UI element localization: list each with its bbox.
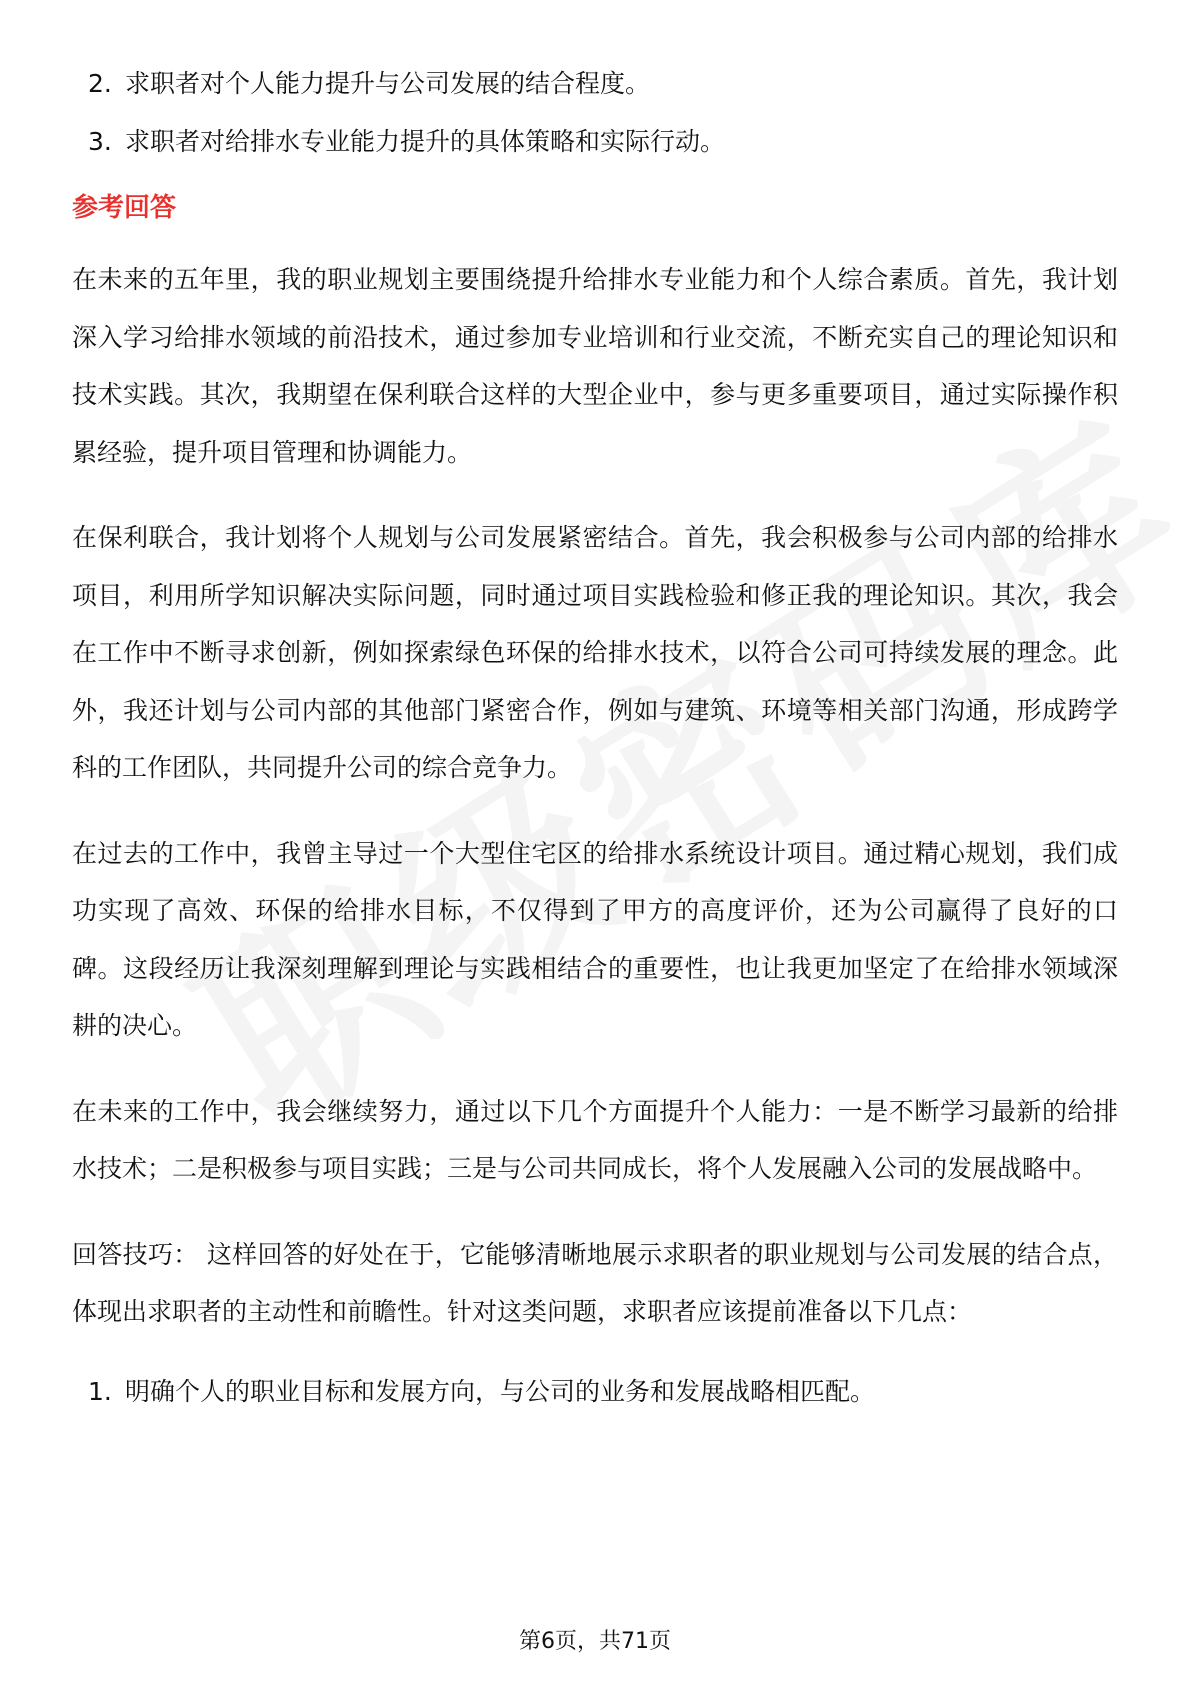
answer-tips-paragraph: 回答技巧： 这样回答的好处在于，它能够清晰地展示求职者的职业规划与公司发展的结合点，体现出求职者的主动性和前瞻性。针对这类问题，求职者应该提前准备以下几点： [72, 1239, 1118, 1326]
list-number: 3. [88, 127, 112, 156]
list-text: 求职者对给排水专业能力提升的具体策略和实际行动。 [125, 127, 726, 156]
list-item [72, 1363, 1122, 1421]
list-number: 1. [88, 1376, 112, 1406]
paragraph: 在保利联合，我计划将个人规划与公司发展紧密结合。首先，我会积极参与公司内部的给排水项目，利用所学知识解决实际问题，同时通过项目实践检验和修正我的理论知识。其次，我会在工作中不断寻求创新，例如探索绿色环保的给排水技术，以符合公司可持续发展的理念。此外，我还计划与公司内部的其他部门紧密合作，例如与建筑、环境等相关部门沟通，形成跨学科的工作团队，共同提升公司的综合竞争力。 [72, 523, 1118, 782]
list-item [72, 55, 1122, 113]
list-text: 明确个人的职业目标和发展方向，与公司的业务和发展战略相匹配。 [125, 1376, 876, 1406]
section-title: 参考回答 [72, 193, 177, 223]
paragraph: 在过去的工作中，我曾主导过一个大型住宅区的给排水系统设计项目。通过精心规划，我们成功实现了高效、环保的给排水目标，不仅得到了甲方的高度评价，还为公司赢得了良好的口碑。这段经历让我深刻理解到理论与实践相结合的重要性，也让我更加坚定了在给排水领域深耕的决心。 [72, 838, 1118, 1040]
paragraph: 在未来的工作中，我会继续努力，通过以下几个方面提升个人能力：一是不断学习最新的给排水技术；二是积极参与项目实践；三是与公司共同成长，将个人发展融入公司的发展战略中。 [72, 1096, 1118, 1183]
list-item [72, 113, 1122, 171]
paragraph: 在未来的五年里，我的职业规划主要围绕提升给排水专业能力和个人综合素质。首先，我计划深入学习给排水领域的前沿技术，通过参加专业培训和行业交流，不断充实自己的理论知识和技术实践。其次，我期望在保利联合这样的大型企业中，参与更多重要项目，通过实际操作积累经验，提升项目管理和协调能力。 [72, 265, 1118, 467]
page-footer: 第6页，共71页 [519, 1629, 671, 1654]
page-content [72, 55, 1122, 1421]
list-number: 2. [88, 69, 112, 98]
list-text: 求职者对个人能力提升与公司发展的结合程度。 [125, 69, 651, 98]
